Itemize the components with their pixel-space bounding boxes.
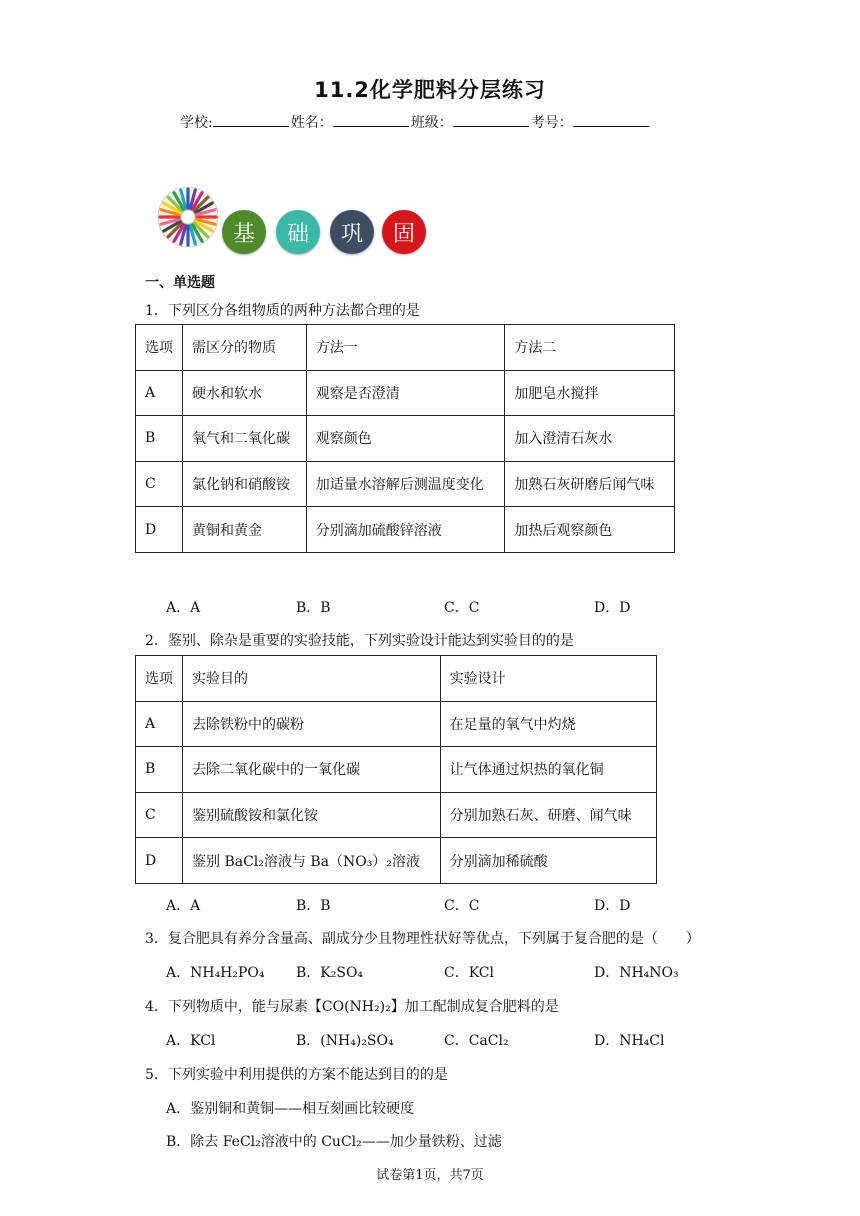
q4-option-d[interactable]: D．NH₄Cl	[594, 1033, 665, 1049]
q1-option-d[interactable]: D．D	[594, 600, 631, 616]
q3-option-c[interactable]: C．KCl	[444, 965, 494, 981]
school-blank	[213, 114, 289, 127]
table-cell: 氯化钠和硝酸铵	[183, 461, 307, 507]
question-3-stem: 3．复合肥具有养分含量高、副成分少且物理性状好等优点，下列属于复合肥的是（ ）	[145, 931, 700, 947]
question-5-stem: 5．下列实验中利用提供的方案不能达到目的的是	[145, 1067, 448, 1083]
q1-option-c[interactable]: C．C	[444, 600, 480, 616]
question-2-stem: 2．鉴别、除杂是重要的实验技能，下列实验设计能达到实验目的的是	[145, 633, 574, 649]
badge-gu: 固	[382, 210, 426, 254]
badge-gong: 巩	[330, 210, 374, 254]
table-cell: 氧气和二氧化碳	[183, 416, 307, 462]
table-cell: 鉴别硫酸铵和氯化铵	[183, 792, 441, 838]
table-cell: 加适量水溶解后测温度变化	[306, 461, 505, 507]
class-blank	[453, 114, 529, 127]
table-cell: B	[136, 416, 183, 462]
question-4-stem: 4．下列物质中，能与尿素【CO(NH₂)₂】加工配制成复合肥料的是	[145, 999, 559, 1015]
table-cell: 分别加熟石灰、研磨、闻气味	[440, 792, 656, 838]
table-cell: 鉴别 BaCl₂溶液与 Ba（NO₃）₂溶液	[183, 838, 441, 884]
table-cell: 分别滴加稀硫酸	[440, 838, 656, 884]
table-cell: 在足量的氧气中灼烧	[440, 701, 656, 747]
badge-ji: 基	[222, 210, 266, 254]
table-cell: 分别滴加硫酸锌溶液	[306, 507, 505, 553]
table-row	[136, 838, 657, 884]
table-header-cell: 需区分的物质	[183, 325, 307, 371]
table-cell: 加入澄清石灰水	[505, 416, 675, 462]
table-cell: 黄铜和黄金	[183, 507, 307, 553]
q1-option-a[interactable]: A．A	[166, 600, 201, 616]
q4-option-c[interactable]: C．CaCl₂	[444, 1033, 509, 1049]
table-row	[136, 701, 657, 747]
q2-option-b[interactable]: B．B	[296, 898, 331, 914]
student-info-line	[180, 112, 651, 132]
table-cell: 加熟石灰研磨后闻气味	[505, 461, 675, 507]
name-blank	[333, 114, 409, 127]
q2-option-a[interactable]: A．A	[166, 898, 201, 914]
q3-option-d[interactable]: D．NH₄NO₃	[594, 965, 679, 981]
table-header-cell: 实验设计	[440, 656, 656, 702]
q1-option-b[interactable]: B．B	[296, 600, 331, 616]
table-header-row	[136, 656, 657, 702]
table-header-cell: 选项	[136, 656, 183, 702]
name-label: 姓名：	[290, 115, 333, 131]
section-heading: 一、单选题	[145, 275, 215, 291]
number-blank	[573, 114, 649, 127]
table-cell: 观察颜色	[306, 416, 505, 462]
table-cell: A	[136, 370, 183, 416]
q4-option-a[interactable]: A．KCl	[166, 1033, 216, 1049]
table-cell: 让气体通过炽热的氧化铜	[440, 747, 656, 793]
table-cell: 硬水和软水	[183, 370, 307, 416]
badge-chu: 础	[276, 210, 320, 254]
table-header-cell: 实验目的	[183, 656, 441, 702]
q3-option-a[interactable]: A．NH₄H₂PO₄	[166, 965, 265, 981]
table-header-cell: 方法一	[306, 325, 505, 371]
q3-option-b[interactable]: B．K₂SO₄	[296, 965, 364, 981]
table-cell: 加热后观察颜色	[505, 507, 675, 553]
table-cell: 去除铁粉中的碳粉	[183, 701, 441, 747]
table-cell: D	[136, 838, 183, 884]
table-cell: C	[136, 792, 183, 838]
question-2-table	[135, 655, 657, 884]
table-row	[136, 792, 657, 838]
q2-option-c[interactable]: C．C	[444, 898, 480, 914]
table-cell: D	[136, 507, 183, 553]
q5-option-a[interactable]: A．鉴别铜和黄铜——相互刻画比较硬度	[166, 1101, 415, 1117]
table-cell: 去除二氧化碳中的一氧化碳	[183, 747, 441, 793]
table-header-cell: 选项	[136, 325, 183, 371]
page-title: 11.2化学肥料分层练习	[314, 78, 546, 102]
pencil-wheel-logo	[157, 186, 219, 248]
q4-option-b[interactable]: B．(NH₄)₂SO₄	[296, 1033, 394, 1049]
table-row	[136, 507, 675, 553]
table-cell: B	[136, 747, 183, 793]
table-row	[136, 370, 675, 416]
table-cell: 观察是否澄清	[306, 370, 505, 416]
question-1-stem: 1．下列区分各组物质的两种方法都合理的是	[145, 303, 420, 319]
school-label: 学校:	[180, 115, 213, 131]
table-row	[136, 416, 675, 462]
table-cell: C	[136, 461, 183, 507]
number-label: 考号：	[530, 115, 573, 131]
table-row	[136, 461, 675, 507]
table-header-row	[136, 325, 675, 371]
table-cell: A	[136, 701, 183, 747]
table-header-cell: 方法二	[505, 325, 675, 371]
table-cell: 加肥皂水搅拌	[505, 370, 675, 416]
table-row	[136, 747, 657, 793]
class-label: 班级：	[410, 115, 453, 131]
page-footer: 试卷第1页，共7页	[376, 1168, 484, 1183]
q2-option-d[interactable]: D．D	[594, 898, 631, 914]
question-1-table	[135, 324, 675, 553]
q5-option-b[interactable]: B．除去 FeCl₂溶液中的 CuCl₂——加少量铁粉、过滤	[166, 1134, 502, 1150]
